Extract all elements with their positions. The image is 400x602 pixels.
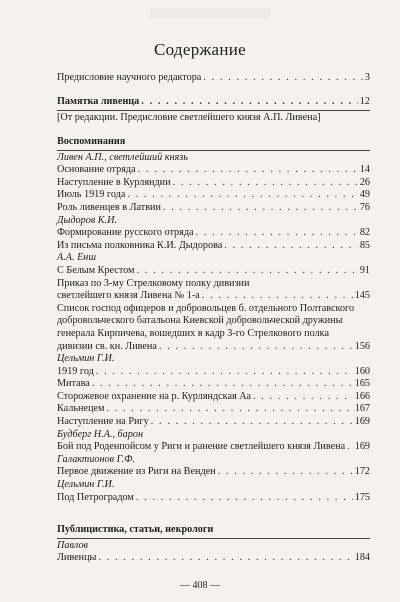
- author-text: А.А. Енш: [57, 252, 97, 264]
- entry-title: Предисловие научного редактора: [57, 72, 202, 83]
- editor-note-text: [От редакции. Предисловие светлейшего князя А.П. Ливена]: [57, 111, 321, 123]
- entry-title: Наступление в Курляндии: [57, 176, 171, 188]
- page-title: Содержание: [153, 40, 247, 59]
- section-page: 12: [359, 96, 370, 107]
- entry-title: генерала Кирпичева, вошедших в кадр 3-го Стрелкового полка: [57, 327, 329, 339]
- toc-intro: [57, 72, 370, 85]
- entry-title: Июль 1919 года: [57, 189, 126, 201]
- toc-entry: [57, 366, 370, 379]
- entry-title: Основание отряда: [57, 164, 136, 176]
- author-name: [57, 429, 370, 442]
- toc-entry: [57, 416, 370, 429]
- entry-page: 85: [359, 239, 370, 251]
- entry-title: Под Петроградом: [57, 491, 134, 503]
- section-title: Публицистика, статьи, некрологи: [57, 524, 214, 535]
- entry-page: 156: [354, 340, 370, 352]
- toc-entry: [57, 492, 370, 505]
- editor-note: [57, 112, 370, 125]
- leader-dots: [141, 96, 358, 109]
- entry-title: Формирование русского отряда: [57, 227, 194, 239]
- toc-entry: [57, 227, 370, 240]
- author-text: Цельмин Г.И.: [57, 353, 115, 365]
- toc-entry: [57, 315, 370, 328]
- leader-dots: [173, 177, 358, 190]
- leader-dots: [127, 189, 357, 202]
- toc-entry: [57, 240, 370, 253]
- toc-entry: [57, 265, 370, 278]
- entry-title: Сторожевое охранение на р. Курляндская Аа: [57, 390, 251, 402]
- entry-page: 166: [354, 390, 370, 402]
- leader-dots: [136, 492, 353, 505]
- section-title: Памятка ливенца: [57, 96, 140, 107]
- entry-title: Кальнецем: [57, 403, 105, 415]
- author-text: Дыдоров К.И.: [57, 214, 118, 226]
- toc-entry: [57, 466, 370, 479]
- entry-page: 169: [354, 416, 370, 428]
- entry-page: 26: [359, 176, 370, 188]
- leader-dots: [138, 164, 358, 177]
- toc-entry: [57, 441, 370, 454]
- entry-title: С Белым Крестом: [57, 264, 135, 276]
- entry-title: 1919 год: [57, 365, 94, 377]
- leader-dots: [151, 416, 353, 429]
- section-title: Воспоминания: [57, 136, 126, 147]
- entry-title: Митава: [57, 378, 90, 390]
- leader-dots: [92, 378, 353, 391]
- section-2-lines: [57, 152, 370, 505]
- toc-entry: [57, 202, 370, 215]
- toc-entry: [57, 403, 370, 416]
- entry-page: 167: [354, 403, 370, 415]
- bleed-through: [150, 8, 270, 18]
- toc-entry: [57, 290, 370, 303]
- leader-dots: [196, 227, 358, 240]
- entry-title: Первое движение из Риги на Венден: [57, 466, 216, 478]
- leader-dots: [202, 290, 353, 303]
- entry-page: 184: [354, 552, 370, 564]
- entry-title: Приказ по 3-му Стрелковому полку дивизии: [57, 277, 250, 289]
- leader-dots: [159, 341, 353, 354]
- leader-dots: [224, 240, 358, 253]
- entry-title: добровольческого батальона Киевской добровольческой дружины: [57, 315, 343, 327]
- entry-title: Из письма полковника К.И. Дыдорова: [57, 239, 223, 251]
- toc-section-3: [57, 524, 370, 565]
- leader-dots: [137, 265, 358, 278]
- entry-page: 49: [359, 189, 370, 201]
- toc-entry: [57, 341, 370, 354]
- entry-title: Наступление на Ригу: [57, 416, 149, 428]
- entry-page: 14: [359, 164, 370, 176]
- entry-title: Бой под Роденпойсом у Риги и ранение светлейшего князя Ливена: [57, 441, 346, 453]
- toc-entry: [57, 552, 370, 565]
- entry-page: 82: [359, 227, 370, 239]
- entry-page: 165: [354, 378, 370, 390]
- author-name: [57, 540, 370, 553]
- author-name: [57, 252, 370, 265]
- leader-dots: [347, 441, 353, 454]
- leader-dots: [218, 466, 353, 479]
- entry-title: светлейшего князя Ливена № 1-а: [57, 290, 200, 302]
- page-number: — 408 —: [180, 580, 220, 591]
- author-name: [57, 479, 370, 492]
- entry-page: 76: [359, 201, 370, 213]
- toc-section-2: [57, 136, 370, 504]
- toc-entry: [57, 164, 370, 177]
- section-heading: [57, 524, 370, 537]
- section-rule: [57, 538, 370, 539]
- toc-section-1: [57, 96, 370, 124]
- author-name: [57, 152, 370, 165]
- author-text: Цельмин Г.И.: [57, 479, 115, 491]
- section-3-lines: [57, 540, 370, 565]
- author-text: Галактионов Г.Ф.: [57, 453, 135, 465]
- author-text: Павлов: [57, 539, 88, 551]
- leader-dots: [253, 391, 353, 404]
- leader-dots: [96, 366, 353, 379]
- entry-title: Роль ливенцев в Латвии: [57, 201, 161, 213]
- toc-entry: [57, 72, 370, 85]
- toc-entry: [57, 278, 370, 291]
- section-rule: [57, 150, 370, 151]
- toc-entry: [57, 391, 370, 404]
- entry-page: 160: [354, 365, 370, 377]
- entry-page: 175: [354, 491, 370, 503]
- entry-page: 3: [364, 72, 370, 83]
- author-name: [57, 353, 370, 366]
- leader-dots: [98, 552, 352, 565]
- toc-entry: [57, 189, 370, 202]
- author-text: Будберг Н.А., барон: [57, 428, 144, 440]
- entry-title: дивизии св. кн. Ливена: [57, 340, 157, 352]
- leader-dots: [163, 202, 358, 215]
- toc-entry: [57, 328, 370, 341]
- leader-dots: [203, 72, 363, 85]
- entry-page: 172: [354, 466, 370, 478]
- section-heading: [57, 96, 370, 109]
- entry-page: 145: [354, 290, 370, 302]
- entry-page: 169: [354, 441, 370, 453]
- entry-title: Список господ офицеров и добровольцев б. отдельного Полтавского: [57, 302, 355, 314]
- author-name: [57, 454, 370, 467]
- author-text: Ливен А.П., светлейший князь: [57, 151, 188, 163]
- section-heading: [57, 136, 370, 149]
- entry-page: 91: [359, 264, 370, 276]
- entry-title: Ливенцы: [57, 552, 97, 564]
- section-rule: [57, 110, 370, 111]
- toc-entry: [57, 177, 370, 190]
- author-name: [57, 215, 370, 228]
- toc-entry: [57, 303, 370, 316]
- toc-entry: [57, 378, 370, 391]
- leader-dots: [106, 403, 352, 416]
